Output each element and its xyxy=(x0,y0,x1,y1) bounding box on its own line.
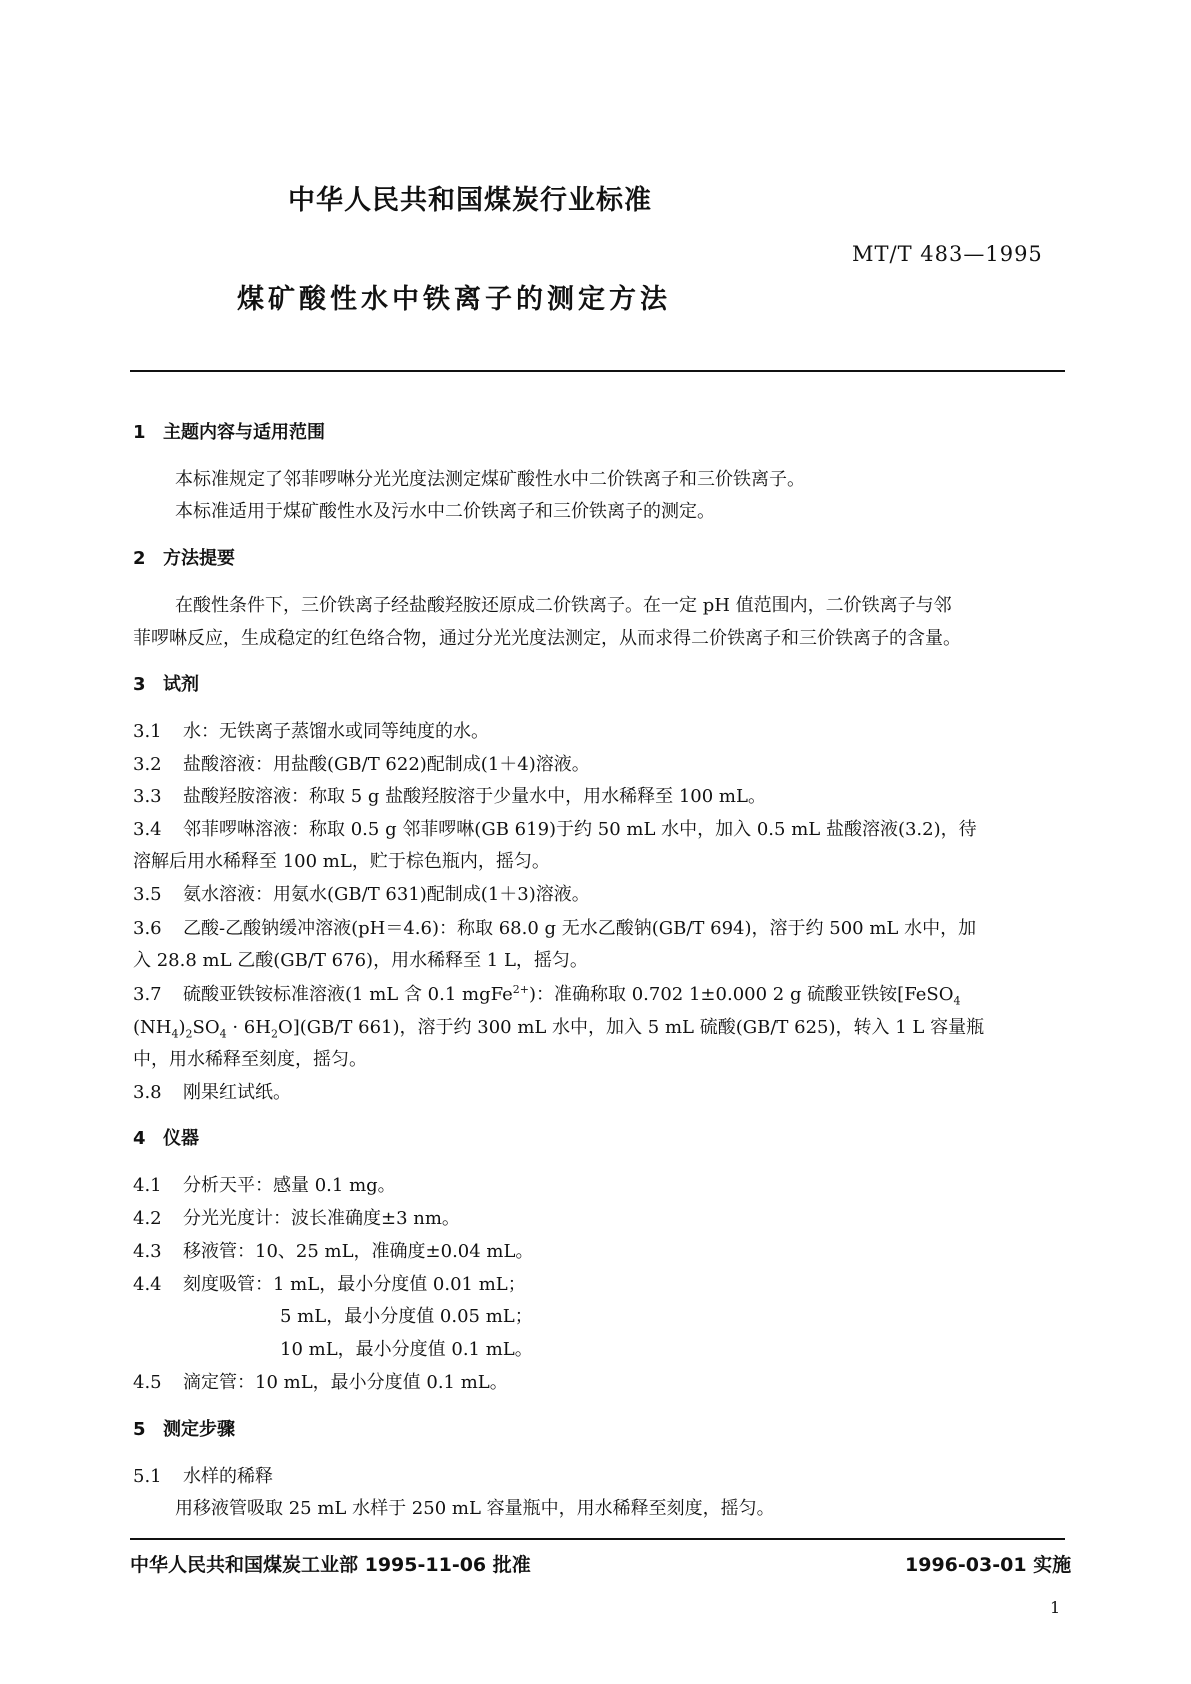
subscript: 2 xyxy=(270,1027,278,1041)
page-number: 1 xyxy=(1050,1598,1061,1617)
item-3-7-line-2 xyxy=(133,1013,984,1041)
effective-date: 1996-03-01 实施 xyxy=(905,1554,1072,1576)
item-text: 滴定管：10 mL，最小分度值 0.1 mL。 xyxy=(183,1372,508,1393)
formula-part: ) xyxy=(178,1017,186,1038)
item-text: 水样的稀释 xyxy=(183,1466,273,1487)
subscript: 4 xyxy=(953,994,961,1008)
item-number: 4.3 xyxy=(133,1241,162,1262)
item-3-6-line-2: 入 28.8 mL 乙酸(GB/T 676)，用水稀释至 1 L，摇匀。 xyxy=(133,950,588,971)
section-2-heading xyxy=(133,544,235,570)
item-4-4-line-3: 10 mL，最小分度值 0.1 mL。 xyxy=(280,1339,533,1360)
section-1-heading xyxy=(133,418,325,444)
item-number: 4.2 xyxy=(133,1208,162,1229)
standard-number: MT/T 483—1995 xyxy=(852,242,1043,266)
item-4-2 xyxy=(133,1204,460,1230)
item-text: 水：无铁离子蒸馏水或同等纯度的水。 xyxy=(183,721,489,742)
item-number: 3.4 xyxy=(133,819,162,840)
item-3-8 xyxy=(133,1078,291,1104)
item-3-2 xyxy=(133,750,590,776)
item-number: 5.1 xyxy=(133,1466,162,1487)
section-3-number: 3 xyxy=(133,674,146,695)
item-number: 3.6 xyxy=(133,918,162,939)
header-divider xyxy=(130,370,1065,372)
item-4-3 xyxy=(133,1237,533,1263)
section-3-title: 试剂 xyxy=(163,674,199,695)
formula-part: O](GB/T 661)，溶于约 300 mL 水中，加入 5 mL 硫酸(GB/T 625)，转入 1 L 容量瓶 xyxy=(277,1017,985,1038)
section-4-title: 仪器 xyxy=(163,1128,199,1149)
item-text: )：准确称取 0.702 1±0.000 2 g 硫酸亚铁铵[FeSO xyxy=(528,984,954,1005)
item-text: 刻度吸管：1 mL，最小分度值 0.01 mL； xyxy=(183,1274,526,1295)
item-number: 4.4 xyxy=(133,1274,162,1295)
superscript: 2+ xyxy=(512,983,529,996)
item-text: 分光光度计：波长准确度±3 nm。 xyxy=(183,1208,460,1229)
section-1-number: 1 xyxy=(133,422,146,443)
section-3-heading xyxy=(133,670,199,696)
subsection-5-1-heading xyxy=(133,1462,273,1488)
section-2-line-2: 菲啰啉反应，生成稳定的红色络合物，通过分光光度法测定，从而求得二价铁离子和三价铁离子的含量。 xyxy=(133,628,961,649)
subscript: 4 xyxy=(219,1027,227,1041)
item-3-5 xyxy=(133,880,590,906)
item-number: 3.5 xyxy=(133,884,162,905)
item-3-4-line-2: 溶解后用水稀释至 100 mL，贮于棕色瓶内，摇匀。 xyxy=(133,851,550,872)
section-4-heading xyxy=(133,1124,199,1150)
item-number: 4.1 xyxy=(133,1175,162,1196)
section-2-line-1: 在酸性条件下，三价铁离子经盐酸羟胺还原成二价铁离子。在一定 pH 值范围内，二价铁离子与邻 xyxy=(175,595,952,616)
item-3-4-line-1 xyxy=(133,815,977,841)
item-3-7-line-1 xyxy=(133,980,960,1008)
item-text: 盐酸羟胺溶液：称取 5 g 盐酸羟胺溶于少量水中，用水稀释至 100 mL。 xyxy=(183,786,766,807)
document-title: 煤矿酸性水中铁离子的测定方法 xyxy=(237,284,671,315)
item-4-5 xyxy=(133,1368,508,1394)
subsection-5-1-paragraph: 用移液管吸取 25 mL 水样于 250 mL 容量瓶中，用水稀释至刻度，摇匀。 xyxy=(175,1498,775,1519)
item-3-6-line-1 xyxy=(133,914,976,940)
item-number: 3.3 xyxy=(133,786,162,807)
section-1-paragraph-2: 本标准适用于煤矿酸性水及污水中二价铁离子和三价铁离子的测定。 xyxy=(175,501,715,522)
formula-part: · 6H xyxy=(226,1017,271,1038)
item-text: 分析天平：感量 0.1 mg。 xyxy=(183,1175,396,1196)
item-4-1 xyxy=(133,1171,396,1197)
item-4-4-line-1 xyxy=(133,1270,526,1296)
footer-divider xyxy=(130,1538,1065,1540)
section-2-title: 方法提要 xyxy=(163,548,235,569)
section-5-title: 测定步骤 xyxy=(163,1419,235,1440)
item-4-4-line-2: 5 mL，最小分度值 0.05 mL； xyxy=(280,1306,533,1327)
item-text: 邻菲啰啉溶液：称取 0.5 g 邻菲啰啉(GB 619)于约 50 mL 水中，加入 0.5 mL 盐酸溶液(3.2)，待 xyxy=(183,819,977,840)
item-number: 3.1 xyxy=(133,721,162,742)
item-text: 氨水溶液：用氨水(GB/T 631)配制成(1＋3)溶液。 xyxy=(183,884,590,905)
item-number: 3.8 xyxy=(133,1082,162,1103)
subscript: 4 xyxy=(171,1027,179,1041)
section-5-heading xyxy=(133,1415,235,1441)
item-text: 刚果红试纸。 xyxy=(183,1082,291,1103)
section-1-paragraph-1: 本标准规定了邻菲啰啉分光光度法测定煤矿酸性水中二价铁离子和三价铁离子。 xyxy=(175,469,805,490)
approval-line: 中华人民共和国煤炭工业部 1995-11-06 批准 xyxy=(130,1554,531,1576)
formula-part: (NH xyxy=(133,1017,172,1038)
item-text: 盐酸溶液：用盐酸(GB/T 622)配制成(1＋4)溶液。 xyxy=(183,754,590,775)
item-text: 硫酸亚铁铵标准溶液(1 mL 含 0.1 mgFe xyxy=(183,984,513,1005)
item-text: 移液管：10、25 mL，准确度±0.04 mL。 xyxy=(183,1241,534,1262)
subscript: 2 xyxy=(185,1027,193,1041)
item-number: 3.7 xyxy=(133,984,162,1005)
item-3-1 xyxy=(133,717,489,743)
section-2-number: 2 xyxy=(133,548,146,569)
item-number: 4.5 xyxy=(133,1372,162,1393)
org-title: 中华人民共和国煤炭行业标准 xyxy=(288,185,652,216)
formula-part: SO xyxy=(192,1017,220,1038)
section-4-number: 4 xyxy=(133,1128,146,1149)
section-1-title: 主题内容与适用范围 xyxy=(163,422,325,443)
item-number: 3.2 xyxy=(133,754,162,775)
section-5-number: 5 xyxy=(133,1419,146,1440)
item-3-7-line-3: 中，用水稀释至刻度，摇匀。 xyxy=(133,1049,367,1070)
item-3-3 xyxy=(133,782,766,808)
item-text: 乙酸-乙酸钠缓冲溶液(pH＝4.6)：称取 68.0 g 无水乙酸钠(GB/T 694)，溶于约 500 mL 水中，加 xyxy=(183,918,977,939)
